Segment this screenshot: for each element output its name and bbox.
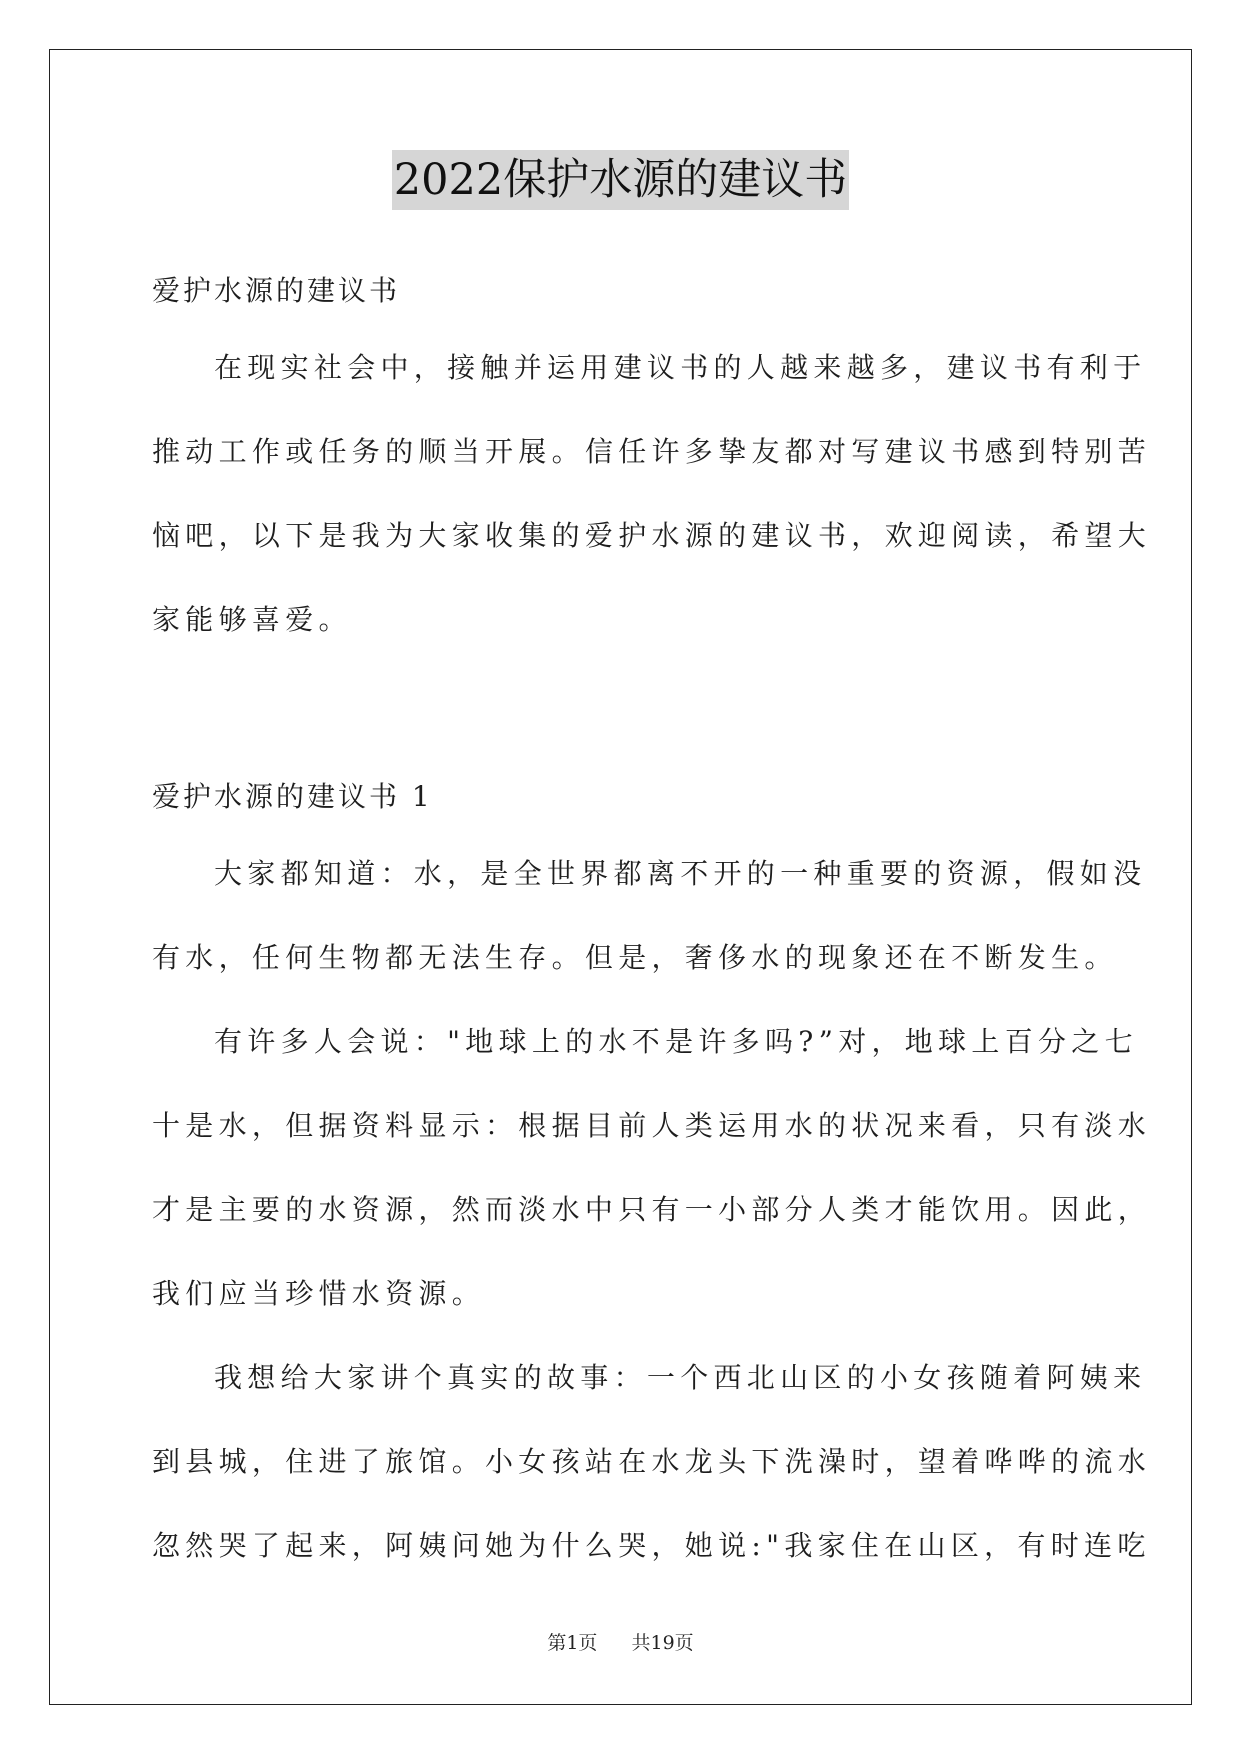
para2-line-4: 我们应当珍惜水资源。 bbox=[152, 1277, 486, 1310]
para2-line-1: 有许多人会说："地球上的水不是许多吗?”对，地球上百分之七 bbox=[214, 1025, 1138, 1058]
para2-line-3: 才是主要的水资源，然而淡水中只有一小部分人类才能饮用。因此， bbox=[152, 1193, 1152, 1226]
page-total: 共19页 bbox=[631, 1632, 694, 1654]
page-number: 第1页 bbox=[547, 1632, 598, 1654]
para3-line-2: 到县城，住进了旅馆。小女孩站在水龙头下洗澡时，望着哗哗的流水 bbox=[152, 1445, 1152, 1478]
document-body bbox=[152, 250, 1152, 1588]
intro-line-2: 推动工作或任务的顺当开展。信任许多挚友都对写建议书感到特别苦 bbox=[152, 435, 1152, 468]
intro-line-1: 在现实社会中，接触并运用建议书的人越来越多，建议书有利于 bbox=[214, 351, 1147, 384]
para3-line-3: 忽然哭了起来，阿姨问她为什么哭，她说:"我家住在山区，有时连吃 bbox=[152, 1529, 1151, 1562]
section-heading-1: 爱护水源的建议书 bbox=[152, 274, 401, 307]
document-title: 2022保护水源的建议书 bbox=[392, 150, 849, 210]
para1-line-2: 有水，任何生物都无法生存。但是，奢侈水的现象还在不断发生。 bbox=[152, 941, 1118, 974]
para3-line-1: 我想给大家讲个真实的故事：一个西北山区的小女孩随着阿姨来 bbox=[214, 1361, 1147, 1394]
para2-line-2: 十是水，但据资料显示：根据目前人类运用水的状况来看，只有淡水 bbox=[152, 1109, 1152, 1142]
intro-line-4: 家能够喜爱。 bbox=[152, 603, 352, 636]
section-heading-2: 爱护水源的建议书 1 bbox=[152, 780, 433, 813]
page-footer bbox=[0, 1628, 1241, 1655]
para1-line-1: 大家都知道：水，是全世界都离不开的一种重要的资源，假如没 bbox=[214, 857, 1147, 890]
title-container bbox=[0, 150, 1241, 210]
intro-line-3: 恼吧，以下是我为大家收集的爱护水源的建议书，欢迎阅读，希望大 bbox=[152, 519, 1152, 552]
